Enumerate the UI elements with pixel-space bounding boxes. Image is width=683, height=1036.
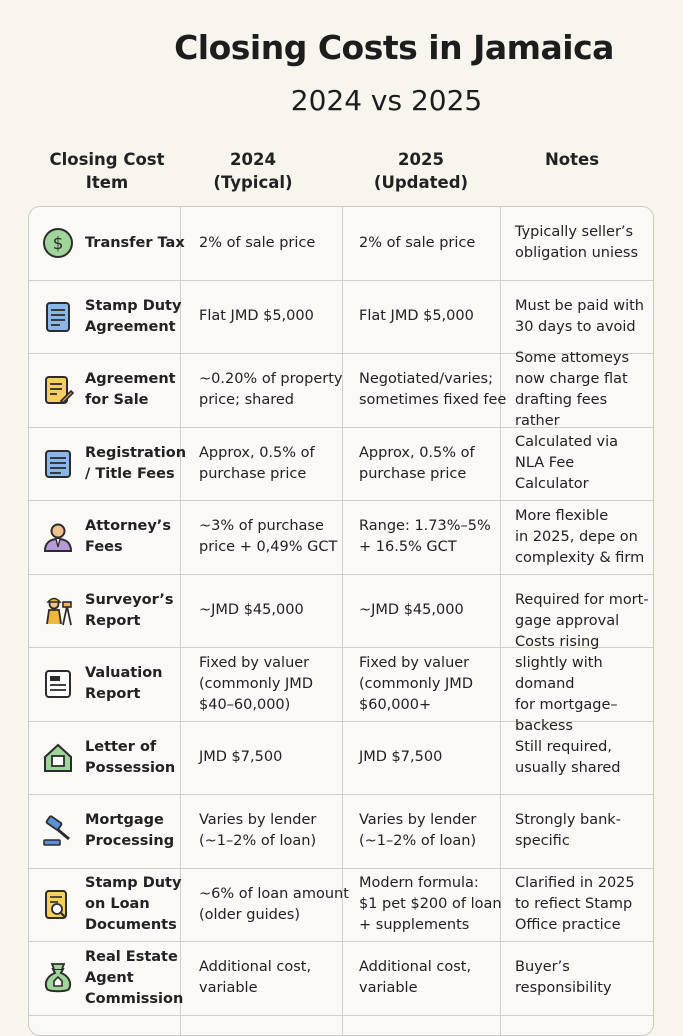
notes-cell-line: slightly with domand bbox=[515, 654, 603, 692]
notes-cell-line: for mortgage–backess bbox=[515, 696, 618, 734]
notes-cell bbox=[515, 633, 651, 734]
cost-item-cell bbox=[85, 869, 207, 942]
column-headers bbox=[28, 148, 654, 198]
notes-cell-line: Must be paid with bbox=[515, 297, 644, 314]
cost-2024-cell-line: purchase price bbox=[199, 465, 307, 482]
table-row bbox=[29, 501, 654, 575]
notes-cell bbox=[515, 350, 651, 430]
cost-item-cell-line: Transfer Tax bbox=[85, 234, 185, 251]
cost-item-cell bbox=[85, 575, 207, 648]
cost-item-cell bbox=[85, 281, 207, 354]
notes-cell-line: specific bbox=[515, 833, 570, 850]
cost-item-cell-line: Stamp Duty bbox=[85, 297, 182, 314]
cost-2024-cell bbox=[199, 428, 361, 501]
cost-2025-cell-line: (~1–2% of loan) bbox=[359, 833, 477, 850]
notes-cell bbox=[515, 428, 651, 501]
cost-2024-cell-line: ~6% of loan amount bbox=[199, 885, 349, 902]
cost-item-cell-line: on Loan bbox=[85, 896, 150, 913]
cost-2024-cell-line: ~JMD $45,000 bbox=[199, 602, 304, 619]
attorney-person-icon bbox=[41, 520, 75, 554]
notes-cell-line: gage approval bbox=[515, 612, 620, 629]
notes-cell-line: to refiect Stamp bbox=[515, 896, 633, 913]
notes-cell-line: Typically seller’s bbox=[515, 224, 634, 241]
cost-2025-cell-line: ~JMD $45,000 bbox=[359, 602, 464, 619]
gavel-icon bbox=[41, 814, 75, 848]
cost-item-cell-line: Processing bbox=[85, 833, 175, 850]
notes-cell-line: Calculated via bbox=[515, 434, 619, 451]
cost-item-cell bbox=[85, 501, 207, 574]
cost-2025-cell-line: Range: 1.73%–5% bbox=[359, 518, 491, 535]
cost-2025-cell-line: Flat JMD $5,000 bbox=[359, 308, 474, 325]
notes-cell-line: usually shared bbox=[515, 759, 621, 776]
cost-item-cell-line: / Title Fees bbox=[85, 465, 175, 482]
notes-cell-line: 30 days to avoid bbox=[515, 318, 636, 335]
table-row bbox=[29, 722, 654, 796]
cost-2025-cell-line: Negotiated/varies; bbox=[359, 371, 493, 388]
cost-2025-cell bbox=[359, 428, 519, 501]
notes-cell-line: NLA Fee Calculator bbox=[515, 455, 589, 493]
cost-item-cell bbox=[85, 942, 207, 1015]
cost-2024-cell-line: price + 0,49% GCT bbox=[199, 539, 338, 556]
cost-item-cell-line: Agreement bbox=[85, 371, 176, 388]
cost-2025-cell-line: sometimes fixed fee bbox=[359, 392, 507, 409]
cost-2024-cell-line: Flat JMD $5,000 bbox=[199, 308, 314, 325]
dollar-coin-icon bbox=[41, 226, 75, 260]
signed-document-icon bbox=[41, 373, 75, 407]
cost-item-cell-line: Attorney’s bbox=[85, 518, 171, 535]
cost-2024-cell-line: Approx, 0.5% of bbox=[199, 444, 315, 461]
header-2024-line: 2024 bbox=[230, 150, 276, 169]
cost-item-cell-line: Stamp Duty bbox=[85, 875, 182, 892]
notes-cell-line: Strongly bank- bbox=[515, 812, 621, 829]
header-notes bbox=[498, 148, 646, 171]
cost-item-cell-line: Agreement bbox=[85, 318, 176, 335]
page-title: Closing Costs in Jamaica bbox=[174, 28, 614, 67]
notes-cell bbox=[515, 869, 651, 942]
cost-2024-cell-line: Fixed by valuer bbox=[199, 654, 310, 671]
notes-cell-line: Buyer’s bbox=[515, 959, 570, 976]
header-notes-line: Notes bbox=[544, 150, 600, 169]
header-2025-line: (Updated) bbox=[373, 173, 469, 192]
cost-item-cell-line: Possession bbox=[85, 759, 176, 776]
notes-cell-line: drafting fees rather bbox=[515, 392, 608, 430]
cost-2025-cell-line: Varies by lender bbox=[359, 812, 477, 829]
header-2024-line: (Typical) bbox=[213, 173, 293, 192]
cost-item-cell bbox=[85, 648, 207, 721]
cost-2024-cell-line: (~1–2% of loan) bbox=[199, 833, 317, 850]
cost-2024-cell-line: Varies by lender bbox=[199, 812, 317, 829]
notes-cell bbox=[515, 501, 651, 574]
magnifier-document-icon bbox=[41, 888, 75, 922]
cost-2025-cell-line: Fixed by valuer bbox=[359, 654, 470, 671]
cost-2025-cell-line: purchase price bbox=[359, 465, 467, 482]
cost-2024-cell bbox=[199, 869, 361, 942]
cost-item-cell-line: Commission bbox=[85, 990, 184, 1007]
notes-cell-line: More flexible bbox=[515, 507, 609, 524]
notes-cell bbox=[515, 207, 651, 280]
cost-2025-cell-line: $60,000+ bbox=[359, 696, 432, 713]
cost-item-cell bbox=[85, 354, 207, 427]
cost-2024-cell-line: Additional cost, bbox=[199, 959, 312, 976]
notes-cell-line: Costs rising bbox=[515, 633, 600, 650]
cost-2025-cell-line: Additional cost, bbox=[359, 959, 472, 976]
cost-2025-cell bbox=[359, 648, 519, 721]
notes-cell-line: now charge flat bbox=[515, 371, 628, 388]
cost-item-cell-line: Mortgage bbox=[85, 812, 164, 829]
cost-item-cell-line: Surveyor’s bbox=[85, 591, 174, 608]
cost-item-cell-line: Report bbox=[85, 612, 141, 629]
notes-cell bbox=[515, 722, 651, 795]
house-icon bbox=[41, 741, 75, 775]
header-item bbox=[28, 148, 186, 194]
cost-2025-cell-line: (commonly JMD bbox=[359, 675, 473, 692]
table-row bbox=[29, 942, 654, 1016]
cost-2024-cell bbox=[199, 207, 361, 280]
cost-item-cell-line: Documents bbox=[85, 917, 177, 934]
table-row bbox=[29, 350, 654, 430]
notes-cell-line: Office practice bbox=[515, 917, 621, 934]
cost-item-cell bbox=[85, 795, 207, 868]
notes-cell-line: Some attomeys bbox=[515, 350, 630, 367]
document-icon bbox=[41, 300, 75, 334]
closing-costs-table bbox=[28, 206, 654, 1036]
cost-2025-cell-line: 2% of sale price bbox=[359, 234, 476, 251]
cost-2024-cell-line: ~3% of purchase bbox=[199, 518, 324, 535]
notes-cell bbox=[515, 942, 651, 1015]
cost-2025-cell-line: Approx, 0.5% of bbox=[359, 444, 475, 461]
cost-2025-cell-line: JMD $7,500 bbox=[359, 749, 443, 766]
notes-cell bbox=[515, 281, 651, 354]
header-item-line: Item bbox=[85, 173, 129, 192]
money-bag-icon bbox=[41, 961, 75, 995]
page-subtitle: 2024 vs 2025 bbox=[290, 84, 483, 117]
table-row bbox=[29, 281, 654, 355]
notes-cell-line: complexity & firm bbox=[515, 549, 645, 566]
cost-2024-cell bbox=[199, 575, 361, 648]
svg-text:$: $ bbox=[52, 234, 64, 255]
cost-2025-cell-line: variable bbox=[359, 980, 418, 997]
cost-item-cell-line: Valuation bbox=[85, 665, 163, 682]
cost-2024-cell bbox=[199, 795, 361, 868]
cost-item-cell-line: Report bbox=[85, 686, 141, 703]
cost-2025-cell bbox=[359, 575, 519, 648]
cost-2025-cell-line: $1 pet $200 of loan bbox=[359, 896, 502, 913]
notes-cell bbox=[515, 795, 651, 868]
cost-2025-cell bbox=[359, 942, 519, 1015]
notes-cell-line: obligation uniess bbox=[515, 245, 639, 262]
cost-2024-cell bbox=[199, 942, 361, 1015]
registration-document-icon bbox=[41, 447, 75, 481]
header-2025 bbox=[346, 148, 496, 194]
notes-cell-line: Still required, bbox=[515, 738, 612, 755]
cost-2024-cell bbox=[199, 501, 361, 574]
cost-2024-cell-line: ~0.20% of property bbox=[199, 371, 343, 388]
cost-2025-cell bbox=[359, 207, 519, 280]
cost-2025-cell bbox=[359, 722, 519, 795]
header-2024 bbox=[178, 148, 328, 194]
cost-2025-cell bbox=[359, 869, 519, 942]
cost-2025-cell bbox=[359, 281, 519, 354]
notes-cell-line: responsibility bbox=[515, 980, 612, 997]
cost-2024-cell-line: JMD $7,500 bbox=[199, 749, 283, 766]
cost-2025-cell-line: Modern formula: bbox=[359, 875, 479, 892]
header-item-line: Closing Cost bbox=[49, 150, 165, 169]
notes-cell-line: in 2025, depe on bbox=[515, 528, 638, 545]
cost-item-cell-line: for Sale bbox=[85, 392, 149, 409]
cost-2025-cell-line: + 16.5% GCT bbox=[359, 539, 457, 556]
cost-item-cell bbox=[85, 722, 207, 795]
cost-2024-cell-line: 2% of sale price bbox=[199, 234, 316, 251]
notes-cell-line: Clarified in 2025 bbox=[515, 875, 635, 892]
cost-2024-cell bbox=[199, 648, 361, 721]
table-row bbox=[29, 207, 654, 281]
valuation-report-icon bbox=[41, 667, 75, 701]
cost-2025-cell-line: + supplements bbox=[359, 917, 470, 934]
header-2025-line: 2025 bbox=[398, 150, 444, 169]
table-row bbox=[29, 869, 654, 943]
cost-2025-cell bbox=[359, 795, 519, 868]
cost-item-cell-line: Fees bbox=[85, 539, 123, 556]
surveyor-icon bbox=[41, 594, 75, 628]
cost-2024-cell-line: variable bbox=[199, 980, 258, 997]
cost-2024-cell-line: price; shared bbox=[199, 392, 294, 409]
cost-2024-cell-line: $40–60,000) bbox=[199, 696, 291, 713]
cost-item-cell-line: Real Estate bbox=[85, 948, 178, 965]
notes-cell-line: Required for mort- bbox=[515, 591, 649, 608]
cost-item-cell-line: Agent bbox=[85, 969, 134, 986]
table-row bbox=[29, 633, 654, 734]
cost-item-cell-line: Letter of bbox=[85, 738, 157, 755]
cost-2024-cell bbox=[199, 281, 361, 354]
table-row bbox=[29, 428, 654, 502]
cost-item-cell bbox=[85, 207, 207, 280]
cost-2025-cell bbox=[359, 354, 519, 427]
cost-item-cell-line: Registration bbox=[85, 444, 187, 461]
cost-2024-cell-line: (older guides) bbox=[199, 906, 301, 923]
cost-2025-cell bbox=[359, 501, 519, 574]
cost-2024-cell bbox=[199, 354, 361, 427]
cost-2024-cell bbox=[199, 722, 361, 795]
cost-2024-cell-line: (commonly JMD bbox=[199, 675, 313, 692]
cost-item-cell bbox=[85, 428, 207, 501]
table-row bbox=[29, 795, 654, 869]
